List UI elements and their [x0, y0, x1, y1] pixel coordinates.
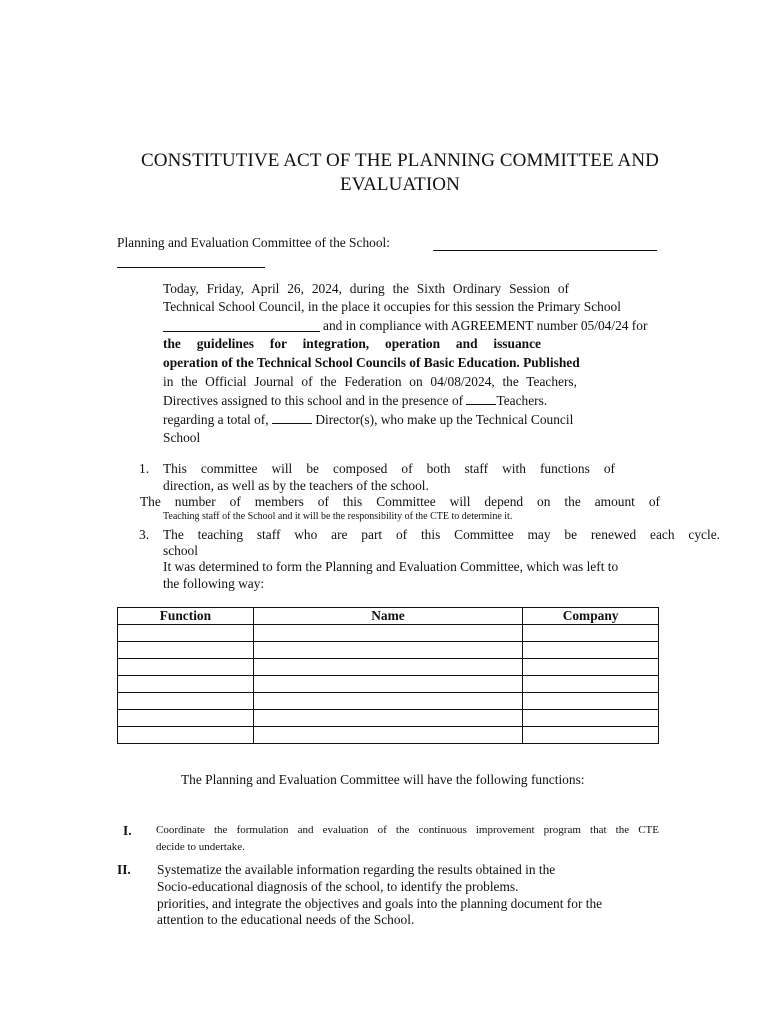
function-1-line-1: Coordinate the formulation and evaluation of the continuous improvement program that the CTE — [156, 824, 659, 836]
table-row — [118, 625, 659, 642]
name-cell[interactable] — [253, 659, 522, 676]
function-cell[interactable] — [118, 642, 254, 659]
company-cell[interactable] — [523, 710, 659, 727]
intro-line-8-text: regarding a total of, — [163, 412, 269, 427]
table-row — [118, 710, 659, 727]
table-row — [118, 659, 659, 676]
function-cell[interactable] — [118, 727, 254, 744]
function-cell[interactable] — [118, 659, 254, 676]
company-cell[interactable] — [523, 642, 659, 659]
company-cell[interactable] — [523, 676, 659, 693]
function-2-numeral: II. — [117, 862, 131, 877]
teachers-count-blank[interactable] — [466, 393, 496, 405]
intro-line-1: Today, Friday, April 26, 2024, during the Sixth Ordinary Session of — [163, 281, 569, 296]
intro-line-6: in the Official Journal of the Federation on 04/08/2024, the Teachers, — [163, 374, 577, 389]
name-cell[interactable] — [253, 710, 522, 727]
function-2-line-2: Socio-educational diagnosis of the school, to identify the problems. — [157, 879, 519, 894]
directors-count-blank[interactable] — [272, 412, 312, 424]
company-cell[interactable] — [523, 659, 659, 676]
table-row — [118, 642, 659, 659]
table-row — [118, 676, 659, 693]
function-cell[interactable] — [118, 693, 254, 710]
document-title-line-2: EVALUATION — [340, 174, 460, 195]
committee-table — [117, 607, 659, 744]
functions-heading: The Planning and Evaluation Committee will have the following functions: — [181, 772, 585, 787]
list-item-3-line-2: school — [163, 543, 198, 558]
table-row — [118, 727, 659, 744]
column-header-name: Name — [253, 608, 522, 625]
function-cell[interactable] — [118, 676, 254, 693]
list-item-3-line-1: The teaching staff who are part of this Committee may be renewed each cycle. — [163, 527, 720, 542]
list-item-3-line-3: It was determined to form the Planning and Evaluation Committee, which was left to — [163, 559, 619, 574]
function-1-line-2: decide to undertake. — [156, 841, 245, 853]
list-item-1-number: 1. — [139, 461, 150, 476]
function-2-line-3: priorities, and integrate the objectives and goals into the planning document for the — [157, 896, 603, 911]
company-cell[interactable] — [523, 693, 659, 710]
column-header-company: Company — [523, 608, 659, 625]
school-name-blank-continued[interactable] — [117, 267, 265, 268]
company-cell[interactable] — [523, 625, 659, 642]
function-2-line-4: attention to the educational needs of the School. — [157, 912, 415, 927]
name-cell[interactable] — [253, 727, 522, 744]
intro-line-5: operation of the Technical School Councils of Basic Education. Published — [163, 355, 580, 370]
intro-line-3: and in compliance with AGREEMENT number 05/04/24 for — [323, 318, 648, 333]
list-item-2-line-2: Teaching staff of the School and it will be the responsibility of the CTE to determine it. — [163, 511, 513, 522]
function-1-numeral: I. — [123, 823, 132, 838]
function-cell[interactable] — [118, 710, 254, 727]
name-cell[interactable] — [253, 625, 522, 642]
column-header-function: Function — [118, 608, 254, 625]
primary-school-blank[interactable] — [163, 331, 320, 332]
function-2-line-1: Systematize the available information regarding the results obtained in the — [157, 862, 556, 877]
intro-line-7 — [163, 393, 547, 409]
list-item-1-line-2: direction, as well as by the teachers of the school. — [163, 478, 429, 493]
school-field-label: Planning and Evaluation Committee of the School: — [117, 235, 390, 250]
function-cell[interactable] — [118, 625, 254, 642]
name-cell[interactable] — [253, 693, 522, 710]
list-item-2-line-1: The number of members of this Committee will depend on the amount of — [140, 494, 660, 509]
document-title-line-1: CONSTITUTIVE ACT OF THE PLANNING COMMITTEE AND — [141, 150, 659, 171]
name-cell[interactable] — [253, 642, 522, 659]
company-cell[interactable] — [523, 727, 659, 744]
intro-line-7-suffix: Teachers. — [496, 393, 548, 408]
name-cell[interactable] — [253, 676, 522, 693]
table-header-row — [118, 608, 659, 625]
list-item-3-line-4: the following way: — [163, 576, 265, 591]
list-item-1-line-1: This committee will be composed of both staff with functions of — [163, 461, 615, 476]
list-item-3-number: 3. — [139, 527, 150, 542]
intro-line-7-text: Directives assigned to this school and in the presence of — [163, 393, 464, 408]
intro-line-8 — [163, 412, 573, 428]
intro-line-4: the guidelines for integration, operation and issuance — [163, 336, 541, 351]
intro-line-9: School — [163, 430, 201, 445]
intro-line-8-suffix: Director(s), who make up the Technical Council — [315, 412, 574, 427]
intro-line-2: Technical School Council, in the place it occupies for this session the Primary School — [163, 299, 621, 314]
table-row — [118, 693, 659, 710]
school-name-blank[interactable] — [433, 250, 657, 251]
